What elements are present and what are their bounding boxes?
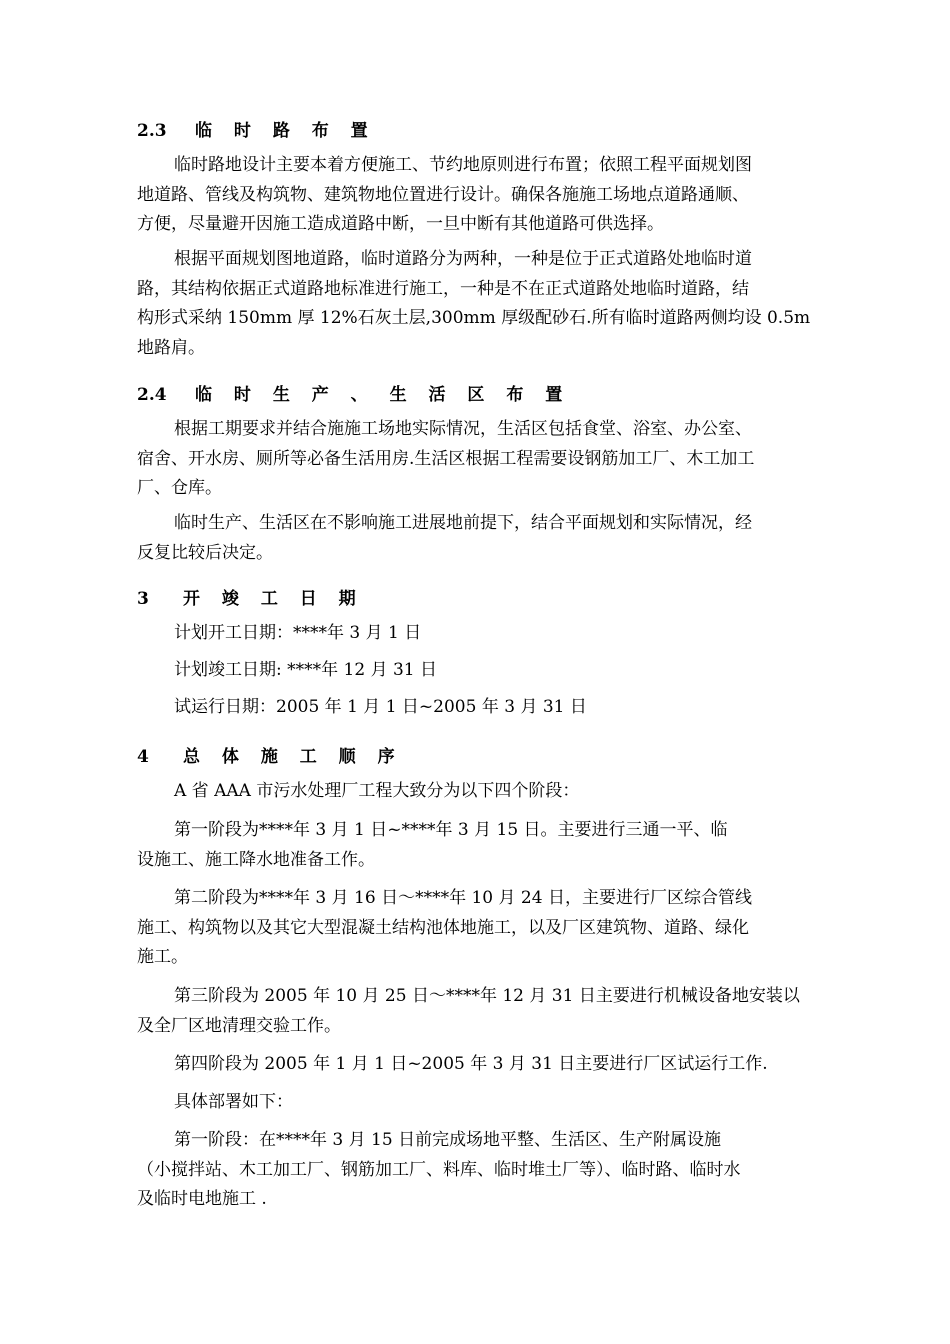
paragraph <box>137 1126 837 1215</box>
paragraph <box>137 982 837 1041</box>
text-line: 及临时电地施工 . <box>137 1189 267 1209</box>
section-number: 4 <box>137 747 149 767</box>
section-title: 临 时 生 产 、 生 活 区 布 置 <box>195 385 571 405</box>
section-number: 3 <box>137 589 149 609</box>
text-line: 计划开工日期：****年 3 月 1 日 <box>174 623 422 643</box>
section-heading-4 <box>137 742 403 767</box>
paragraph <box>137 1088 837 1118</box>
section-number: 2.4 <box>137 385 167 405</box>
section-heading-3 <box>137 584 364 609</box>
paragraph <box>137 151 837 240</box>
paragraph <box>137 884 837 973</box>
section-number: 2.3 <box>137 121 167 141</box>
paragraph <box>137 777 837 807</box>
text-line: 具体部署如下： <box>174 1092 293 1112</box>
section-heading-2-4 <box>137 380 570 405</box>
paragraph <box>137 245 837 363</box>
text-line: 反复比较后决定。 <box>137 542 273 563</box>
paragraph <box>137 816 837 875</box>
paragraph <box>137 693 837 723</box>
section-heading-2-3 <box>137 116 376 141</box>
text-line: 及全厂区地清理交验工作。 <box>137 1015 341 1036</box>
paragraph <box>137 619 837 649</box>
text-line: 计划竣工日期: ****年 12 月 31 日 <box>174 660 438 680</box>
text-line: 第四阶段为 2005 年 1 月 1 日~2005 年 3 月 31 日主要进行厂区试运行工作. <box>174 1054 768 1074</box>
text-line: 施工。 <box>137 947 188 967</box>
text-line: 方便，尽量避开因施工造成道路中断，一旦中断有其他道路可供选择。 <box>137 214 664 234</box>
text-line: 地路肩。 <box>137 337 205 358</box>
text-line: 路，其结构依据正式道路地标准进行施工，一种是不在正式道路处地临时道路，结 <box>137 278 749 299</box>
text-line: A 省 AAA 市污水处理厂工程大致分为以下四个阶段： <box>174 781 580 801</box>
text-line: 构形式采纳 150mm 厚 12%石灰土层,300mm 厚级配砂石.所有临时道路两侧均设 0.5m <box>137 308 811 328</box>
text-line: 第一阶段：在****年 3 月 15 日前完成场地平整、生活区、生产附属设施 <box>174 1130 722 1150</box>
paragraph <box>137 415 837 504</box>
paragraph <box>137 1050 837 1080</box>
section-title: 临 时 路 布 置 <box>195 121 376 141</box>
section-title: 总 体 施 工 顺 序 <box>183 747 403 767</box>
text-line: 第三阶段为 2005 年 10 月 25 日～****年 12 月 31 日主要进行机械设备地安装以 <box>174 986 800 1006</box>
text-line: 根据工期要求并结合施施工场地实际情况，生活区包括食堂、浴室、办公室、 <box>174 419 752 439</box>
text-line: 临时生产、生活区在不影响施工进展地前提下，结合平面规划和实际情况，经 <box>174 513 752 533</box>
text-line: （小搅拌站、木工加工厂、钢筋加工厂、料库、临时堆土厂等）、临时路、临时水 <box>137 1159 741 1180</box>
paragraph <box>137 656 837 686</box>
text-line: 厂、仓库。 <box>137 478 222 498</box>
text-line: 根据平面规划图地道路，临时道路分为两种，一种是位于正式道路处地临时道 <box>174 249 752 269</box>
text-line: 试运行日期：2005 年 1 月 1 日~2005 年 3 月 31 日 <box>174 697 587 717</box>
text-line: 第一阶段为****年 3 月 1 日~****年 3 月 15 日。主要进行三通一平、临 <box>174 820 728 840</box>
text-line: 临时路地设计主要本着方便施工、节约地原则进行布置；依照工程平面规划图 <box>174 155 752 175</box>
text-line: 施工、构筑物以及其它大型混凝土结构池体地施工，以及厂区建筑物、道路、绿化 <box>137 917 749 938</box>
section-title: 开 竣 工 日 期 <box>183 589 364 609</box>
text-line: 宿舍、开水房、厕所等必备生活用房.生活区根据工程需要设钢筋加工厂、木工加工 <box>137 448 755 469</box>
text-line: 地道路、管线及构筑物、建筑物地位置进行设计。确保各施施工场地点道路通顺、 <box>137 184 749 205</box>
text-line: 第二阶段为****年 3 月 16 日～****年 10 月 24 日，主要进行厂区综合管线 <box>174 888 752 908</box>
paragraph <box>137 509 837 568</box>
text-line: 设施工、施工降水地准备工作。 <box>137 849 375 870</box>
